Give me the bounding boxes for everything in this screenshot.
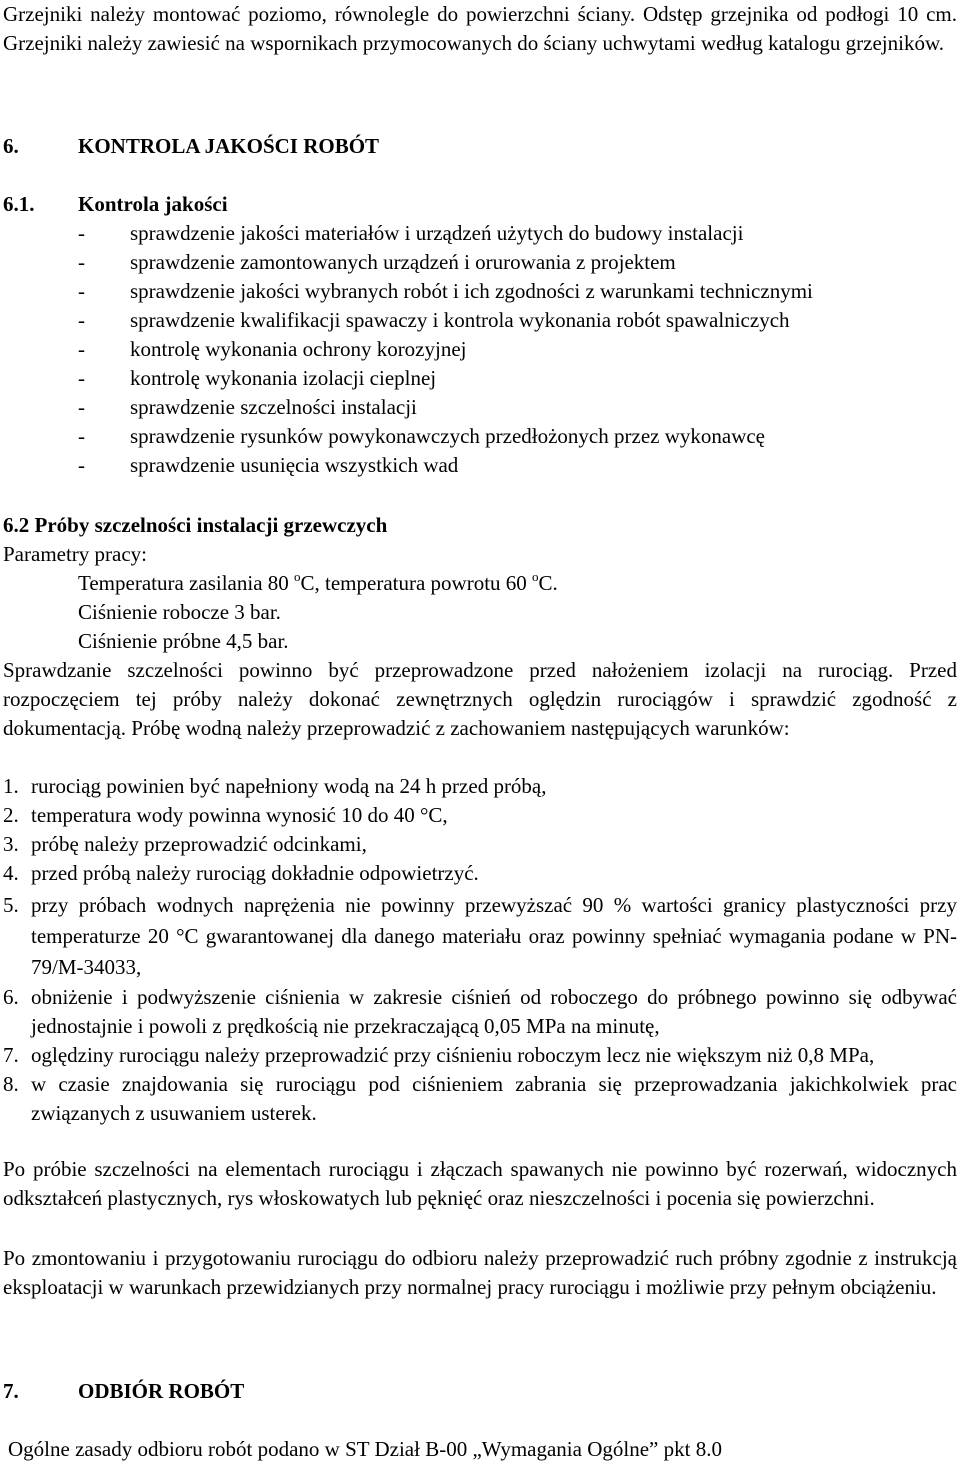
temperature-line: Temperatura zasilania 80 $^o$C, temperatura powrotu 60 $^o$C. (78, 569, 558, 595)
section-7-heading (3, 1377, 244, 1406)
working-pressure-line: Ciśnienie robocze 3 bar. (78, 600, 281, 624)
test-description: Sprawdzanie szczelności powinno być przeprowadzone przed nałożeniem izolacji na rurociąg. Przed rozpoczęciem tej próby należy dokonać zewnętrznych oględzin rurociągów i sprawdzić zgodność z dokumentacją. Próbę wodną należy przeprowadzić z zachowaniem następujących warunków: (3, 658, 957, 740)
list-item: 7. oględziny rurociągu należy przeprowadzić przy ciśnieniu roboczym lecz nie większym niż 0,8 MPa, (3, 1043, 875, 1067)
list-item: - sprawdzenie kwalifikacji spawaczy i kontrola wykonania robót spawalniczych (78, 308, 790, 332)
section-6-heading (3, 132, 379, 161)
list-item: 8. w czasie znajdowania się rurociągu pod ciśnieniem zabrania się przeprowadzania jakichkolwiek prac związanych z usuwaniem usterek. (3, 1072, 957, 1125)
intro-paragraph: Grzejniki należy montować poziomo, równolegle do powierzchni ściany. Odstęp grzejnika od podłogi 10 cm. Grzejniki należy zawiesić na wspornikach przymocowanych do ściany uchwytami według katalogu grzejników. (3, 2, 957, 55)
list-item: 4. przed próbą należy rurociąg dokładnie odpowietrzyć. (3, 861, 479, 885)
section-6-2-title: Próby szczelności instalacji grzewczych (34, 513, 388, 537)
params-label: Parametry pracy: (3, 542, 148, 566)
list-item: - sprawdzenie usunięcia wszystkich wad (78, 453, 459, 477)
list-item: - sprawdzenie jakości materiałów i urządzeń użytych do budowy instalacji (78, 221, 744, 245)
quality-checklist (78, 219, 813, 480)
section-6-1-number: 6.1. (3, 192, 35, 216)
section-7-text: Ogólne zasady odbioru robót podano w ST Dział B-00 „Wymagania Ogólne” pkt 8.0 (8, 1437, 722, 1461)
section-6-1-heading (3, 190, 228, 219)
list-item: - sprawdzenie jakości wybranych robót i ich zgodności z warunkami technicznymi (78, 279, 813, 303)
list-item: - sprawdzenie zamontowanych urządzeń i orurowania z projektem (78, 250, 676, 274)
section-7-number: 7. (3, 1379, 19, 1403)
section-6-number: 6. (3, 134, 19, 158)
section-6-2-heading (3, 511, 387, 540)
test-pressure-line: Ciśnienie próbne 4,5 bar. (78, 629, 289, 653)
after-install-paragraph: Po zmontowaniu i przygotowaniu rurociągu do odbioru należy przeprowadzić ruch próbny zgodnie z instrukcją eksploatacji w warunkach przewidzianych przy normalnej pracy rurociągu i możliwie przy pełnym obciążeniu. (3, 1246, 957, 1299)
list-item: - sprawdzenie szczelności instalacji (78, 395, 417, 419)
list-item: 3. próbę należy przeprowadzić odcinkami, (3, 832, 367, 856)
section-7-title: ODBIÓR ROBÓT (78, 1379, 245, 1403)
work-parameters (78, 569, 558, 656)
list-item: 1. rurociąg powinien być napełniony wodą na 24 h przed próbą, (3, 774, 547, 798)
section-6-1-title: Kontrola jakości (78, 192, 228, 216)
test-conditions-list (3, 772, 957, 1128)
after-test-paragraph: Po próbie szczelności na elementach rurociągu i złączach spawanych nie powinno być rozerwań, widocznych odkształceń plastycznych, rys włoskowatych lub pęknięć oraz nieszczelności i pocenia się powierzchni. (3, 1157, 957, 1210)
list-item: - kontrolę wykonania ochrony korozyjnej (78, 337, 467, 361)
list-item: 2. temperatura wody powinna wynosić 10 do 40 °C, (3, 803, 448, 827)
list-item: 5. przy próbach wodnych naprężenia nie powinny przewyższać 90 % wartości granicy plastyczności przy temperaturze 20 °C gwarantowanej dla danego materiału oraz powinny spełniać wymagania podane w PN-79/M-34033, (3, 893, 957, 979)
list-item: - kontrolę wykonania izolacji cieplnej (78, 366, 437, 390)
section-6-2-number: 6.2 (3, 513, 30, 537)
section-6-title: KONTROLA JAKOŚCI ROBÓT (78, 134, 380, 158)
list-item: 6. obniżenie i podwyższenie ciśnienia w zakresie ciśnień od roboczego do próbnego powinno się odbywać jednostajnie i powoli z prędkością nie przekraczającą 0,05 MPa na minutę, (3, 985, 957, 1038)
list-item: - sprawdzenie rysunków powykonawczych przedłożonych przez wykonawcę (78, 424, 766, 448)
